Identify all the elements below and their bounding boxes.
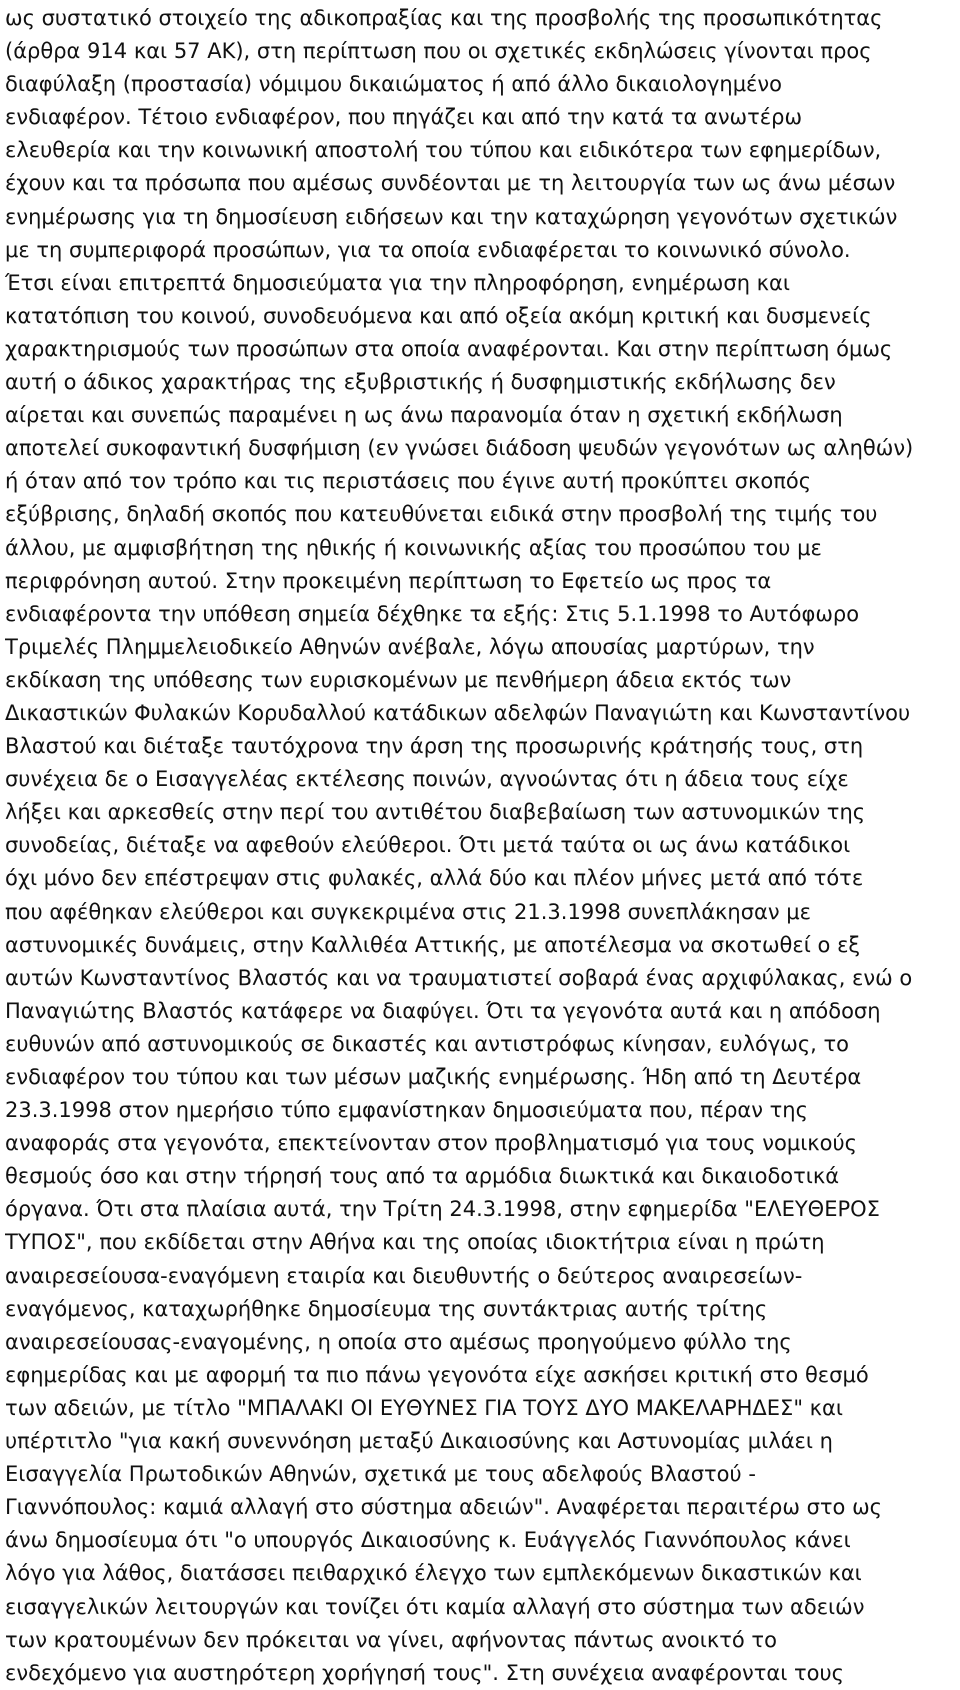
text-line: εναγόμενος, καταχωρήθηκε δημοσίευμα της συντάκτριας αυτής τρίτης (5, 1296, 768, 1321)
text-line: όργανα. Ότι στα πλαίσια αυτά, την Τρίτη 24.3.1998, στην εφημερίδα "ΕΛΕΥΘΕΡΟΣ (5, 1197, 880, 1222)
text-line: λήξει και αρκεσθείς στην περί του αντιθέτου διαβεβαίωση των αστυνομικών της (5, 800, 866, 825)
text-line: 23.3.1998 στον ημερήσιο τύπο εμφανίστηκαν δημοσιεύματα που, πέραν της (5, 1098, 808, 1123)
text-line: αυτών Κωνσταντίνος Βλαστός και να τραυματιστεί σοβαρά ένας αρχιφύλακας, ενώ ο (5, 965, 913, 990)
text-line: των κρατουμένων δεν πρόκειται να γίνει, αφήνοντας πάντως ανοικτό το (5, 1627, 777, 1652)
text-line: χαρακτηρισμούς των προσώπων στα οποία αναφέρονται. Και στην περίπτωση όμως (5, 336, 893, 361)
text-line: αναιρεσείουσας-εναγομένης, η οποία στο αμέσως προηγούμενο φύλλο της (5, 1329, 792, 1354)
text-line: ενδεχόμενο για αυστηρότερη χορήγησή τους". Στη συνέχεια αναφέρονται τους (5, 1660, 844, 1685)
text-line: υπέρτιτλο "για κακή συνεννόηση μεταξύ Δικαιοσύνης και Αστυνομίας μιλάει η (5, 1429, 833, 1454)
text-line: εκδίκαση της υπόθεσης των ευρισκομένων με πενθήμερη άδεια εκτός των (5, 667, 792, 692)
text-line: συνοδείας, διέταξε να αφεθούν ελεύθεροι. Ότι μετά ταύτα οι ως άνω κατάδικοι (5, 833, 851, 858)
text-line: περιφρόνηση αυτού. Στην προκειμένη περίπτωση το Εφετείο ως προς τα (5, 568, 772, 593)
text-line: αναιρεσείουσα-εναγόμενη εταιρία και διευθυντής ο δεύτερος αναιρεσείων- (5, 1263, 803, 1288)
text-line: αυτή ο άδικος χαρακτήρας της εξυβριστικής ή δυσφημιστικής εκδήλωσης δεν (5, 370, 836, 395)
text-line: που αφέθηκαν ελεύθεροι και συγκεκριμένα στις 21.3.1998 συνεπλάκησαν με (5, 899, 811, 924)
text-line: Βλαστού και διέταξε ταυτόχρονα την άρση της προσωρινής κράτησής τους, στη (5, 734, 864, 759)
text-line: Γιαννόπουλος: καμιά αλλαγή στο σύστημα αδειών". Αναφέρεται περαιτέρω στο ως (5, 1495, 882, 1520)
text-line: αίρεται και συνεπώς παραμένει η ως άνω παρανομία όταν η σχετική εκδήλωση (5, 403, 843, 428)
text-line: άλλου, με αμφισβήτηση της ηθικής ή κοινωνικής αξίας του προσώπου του με (5, 535, 822, 560)
text-line: ως συστατικό στοιχείο της αδικοπραξίας και της προσβολής της προσωπικότητας (5, 6, 883, 30)
text-line: άνω δημοσίευμα ότι "ο υπουργός Δικαιοσύνης κ. Ευάγγελός Γιαννόπουλος κάνει (5, 1528, 851, 1553)
text-line: ή όταν από τον τρόπο και τις περιστάσεις που έγινε αυτή προκύπτει σκοπός (5, 469, 812, 494)
text-line: εισαγγελικών λειτουργών και τονίζει ότι καμία αλλαγή στο σύστημα των αδειών (5, 1594, 865, 1619)
text-line: ενδιαφέρον του τύπου και των μέσων μαζικής ενημέρωσης. Ήδη από τη Δευτέρα (5, 1065, 862, 1089)
text-line: αστυνομικές δυνάμεις, στην Καλλιθέα Αττικής, με αποτέλεσμα να σκοτωθεί ο εξ (5, 932, 861, 957)
text-line: διαφύλαξη (προστασία) νόμιμου δικαιώματος ή από άλλο δικαιολογημένο (5, 72, 782, 97)
text-line: με τη συμπεριφορά προσώπων, για τα οποία ενδιαφέρεται το κοινωνικό σύνολο. (5, 237, 851, 262)
text-line: (άρθρα 914 και 57 ΑΚ), στη περίπτωση που οι σχετικές εκδηλώσεις γίνονται προς (5, 39, 872, 64)
text-line: συνέχεια δε ο Εισαγγελέας εκτέλεσης ποινών, αγνοώντας ότι η άδεια τους είχε (5, 767, 849, 792)
text-line: ελευθερία και την κοινωνική αποστολή του τύπου και ειδικότερα των εφημερίδων, (5, 138, 882, 163)
text-line: αναφοράς στα γεγονότα, επεκτείνονταν στον προβληματισμό για τους νομικούς (5, 1131, 858, 1156)
text-line: Τριμελές Πλημμελειοδικείο Αθηνών ανέβαλε, λόγω απουσίας μαρτύρων, την (5, 634, 815, 659)
text-line: όχι μόνο δεν επέστρεψαν στις φυλακές, αλλά δύο και πλέον μήνες μετά από τότε (5, 866, 864, 891)
text-line: έχουν και τα πρόσωπα που αμέσως συνδέονται με τη λειτουργία των ως άνω μέσων (5, 171, 896, 196)
text-line: ενδιαφέροντα την υπόθεση σημεία δέχθηκε τα εξής: Στις 5.1.1998 το Αυτόφωρο (5, 601, 860, 626)
text-line: Δικαστικών Φυλακών Κορυδαλλού κατάδικων αδελφών Παναγιώτη και Κωνσταντίνου (5, 700, 911, 725)
text-line: ενδιαφέρον. Τέτοιο ενδιαφέρον, που πηγάζει και από την κατά τα ανωτέρω (5, 105, 803, 130)
text-line: Παναγιώτης Βλαστός κατάφερε να διαφύγει. Ότι τα γεγονότα αυτά και η απόδοση (5, 998, 881, 1023)
text-line: αποτελεί συκοφαντική δυσφήμιση (εν γνώσει διάδοση ψευδών γεγονότων ως αληθών) (5, 436, 914, 461)
text-line: εφημερίδας και με αφορμή τα πιο πάνω γεγονότα είχε ασκήσει κριτική στο θεσμό (5, 1362, 869, 1387)
text-line: ευθυνών από αστυνομικούς σε δικαστές και αντιστρόφως κίνησαν, ευλόγως, το (5, 1031, 850, 1056)
text-line: Έτσι είναι επιτρεπτά δημοσιεύματα για την πληροφόρηση, ενημέρωση και (5, 270, 791, 295)
text-line: κατατόπιση του κοινού, συνοδευόμενα και από οξεία ακόμη κριτική και δυσμενείς (5, 303, 872, 328)
text-line: ενημέρωσης για τη δημοσίευση ειδήσεων και την καταχώρηση γεγονότων σχετικών (5, 204, 898, 229)
text-line: λόγο για λάθος, διατάσσει πειθαρχικό έλεγχο των εμπλεκόμενων δικαστικών και (5, 1561, 862, 1586)
text-line: ΤΥΠΟΣ", που εκδίδεται στην Αθήνα και της οποίας ιδιοκτήτρια είναι η πρώτη (5, 1230, 825, 1255)
text-line: Εισαγγελία Πρωτοδικών Αθηνών, σχετικά με τους αδελφούς Βλαστού - (5, 1462, 756, 1487)
text-line: εξύβρισης, δηλαδή σκοπός που κατευθύνεται ειδικά στην προσβολή της τιμής του (5, 502, 878, 527)
text-line: των αδειών, με τίτλο "ΜΠΑΛΑΚΙ ΟΙ ΕΥΘΥΝΕΣ ΓΙΑ ΤΟΥΣ ΔΥΟ ΜΑΚΕΛΑΡΗΔΕΣ" και (5, 1395, 843, 1420)
document-page (5, 2, 957, 1690)
text-line: θεσμούς όσο και στην τήρησή τους από τα αρμόδια διωκτικά και δικαιοδοτικά (5, 1164, 840, 1189)
